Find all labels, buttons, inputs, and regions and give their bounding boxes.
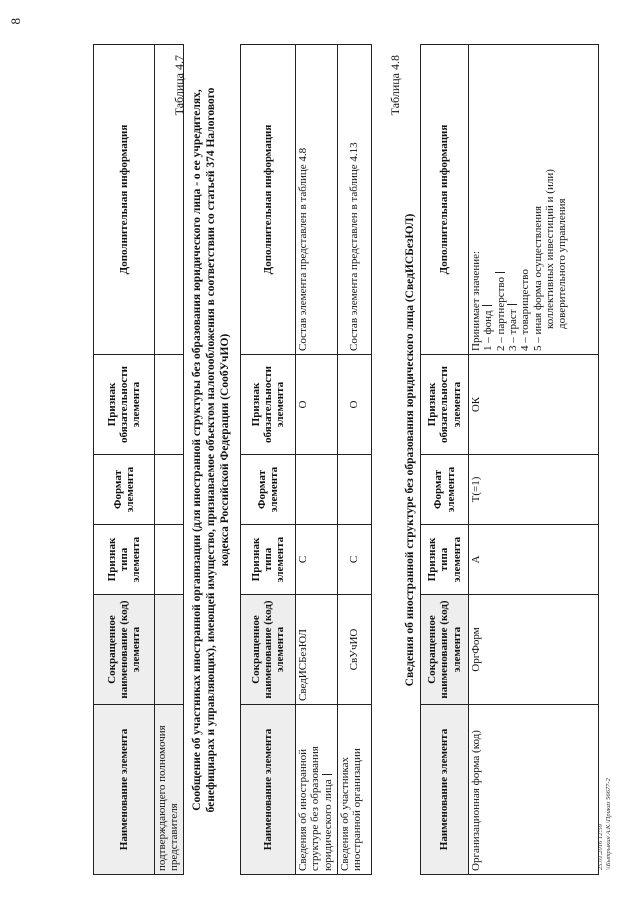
info-line-text: 2 – партнерство [494, 276, 507, 351]
cell-name: подтверждающего полномочия представителя [155, 705, 184, 875]
col-header-code: Сокращенное наименование (код) элемента [421, 595, 469, 705]
info-line [495, 48, 507, 351]
cell-type: С [338, 525, 372, 595]
cell-format [296, 455, 338, 525]
info-line: доверительного управления [556, 198, 569, 329]
cell-name [296, 705, 338, 875]
table-4-8-caption: Сведения об иностранной структуре без образования юридического лица (СведИСБезЮЛ) [404, 213, 416, 687]
cell-required: О [338, 355, 372, 455]
pen-mark-icon [322, 774, 332, 775]
col-header-name: Наименование элемента [421, 705, 469, 875]
cell-required: ОК [469, 355, 599, 455]
cell-format: T(=1) [469, 455, 599, 525]
table-header-row [94, 45, 155, 875]
cell-code: ОргФорм [469, 595, 599, 705]
cell-code: СведИСБезЮЛ [296, 595, 338, 705]
table-header-row [421, 45, 469, 875]
info-line: 4 – товарищество [519, 269, 532, 351]
col-header-info: Дополнительная информация [94, 45, 155, 355]
table-4-7 [240, 44, 372, 875]
cell-code: СвУчИО [338, 595, 372, 705]
cell-name: Сведения об участниках иностранной организации [338, 705, 372, 875]
cell-format [338, 455, 372, 525]
info-line-text: 3 – траст [506, 309, 519, 351]
cell-type: С [296, 525, 338, 595]
cell-format [155, 455, 184, 525]
col-header-code: Сокращенное наименование (код) элемента [94, 595, 155, 705]
info-line-text: 1 – фонд [482, 310, 495, 351]
col-header-type: Признак типа элемента [241, 525, 296, 595]
col-header-required: Признак обязательности элемента [94, 355, 155, 455]
col-header-format: Формат элемента [421, 455, 469, 525]
info-line: коллективных инвестиций и (или) [543, 169, 556, 329]
page-number: 8 [8, 18, 23, 25]
info-line: 5 – иная форма осуществления [531, 205, 544, 351]
col-header-required: Признак обязательности элемента [241, 355, 296, 455]
info-line [507, 48, 519, 351]
table-continuation [93, 44, 184, 875]
table-header-row [241, 45, 296, 875]
cell-name: Организационная форма (код) [469, 705, 599, 875]
cell-info: Состав элемента представлен в таблице 4.8 [296, 45, 338, 355]
table-row [296, 45, 338, 875]
cell-info [469, 45, 599, 355]
table-4-7-label: Таблица 4.7 [172, 55, 186, 116]
col-header-name: Наименование элемента [241, 705, 296, 875]
table-row [155, 45, 184, 875]
cell-type: А [469, 525, 599, 595]
cell-info: Состав элемента представлен в таблице 4.13 [338, 45, 372, 355]
col-header-type: Признак типа элемента [94, 525, 155, 595]
table-4-7-caption: Сообщение об участниках иностранной организации (для иностранной структуры без образования юридического лица - о ее учредителях, бенефициарах и управляющих), имеющей имущество, признаваемое объектом налогообложения в соответствии со статьей 374 Налогового кодекса Российской Федерации (СообУчИО) [191, 87, 232, 813]
pen-mark-icon [482, 305, 492, 306]
table-row [338, 45, 372, 875]
footer-date: 25.01.2016 12:59 [597, 823, 604, 870]
info-line [482, 48, 494, 351]
pen-mark-icon [495, 272, 505, 273]
col-header-name: Наименование элемента [94, 705, 155, 875]
cell-code [155, 595, 184, 705]
col-header-format: Формат элемента [94, 455, 155, 525]
pen-mark-icon [507, 304, 517, 305]
cell-required [155, 355, 184, 455]
col-header-info: Дополнительная информация [241, 45, 296, 355]
table-row [469, 45, 599, 875]
table-4-8 [420, 44, 599, 875]
footer-path: \\Бытрыкин А.К.\Приказ 56677-2 [605, 778, 613, 870]
info-line: Принимает значение: [470, 250, 482, 351]
table-4-8-label: Таблица 4.8 [388, 55, 402, 116]
cell-required: О [296, 355, 338, 455]
cell-type [155, 525, 184, 595]
cell-name-text: Сведения об иностранной структуре без образования юридического лица [297, 746, 334, 871]
col-header-code: Сокращенное наименование (код) элемента [241, 595, 296, 705]
col-header-format: Формат элемента [241, 455, 296, 525]
col-header-required: Признак обязательности элемента [421, 355, 469, 455]
footer-stamp [597, 778, 613, 870]
col-header-info: Дополнительная информация [421, 45, 469, 355]
col-header-type: Признак типа элемента [421, 525, 469, 595]
